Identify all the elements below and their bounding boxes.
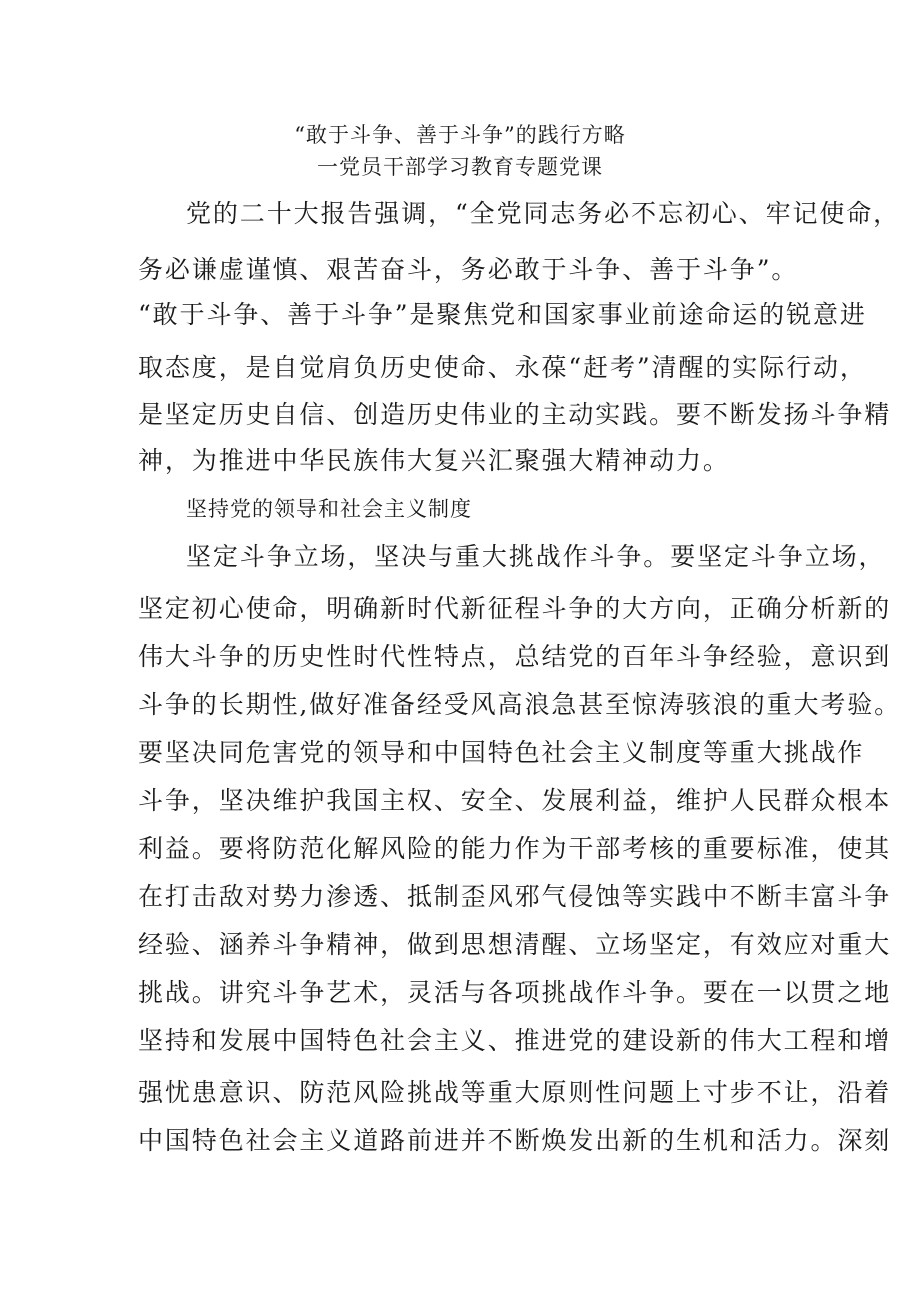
paragraph-1-line-3: “敢于斗争、善于斗争”是聚焦党和国家事业前途命运的锐意进 — [138, 300, 867, 329]
paragraph-2-line-2: 坚定初心使命，明确新时代新征程斗争的大方向，正确分析新的 — [138, 594, 892, 623]
paragraph-2-line-1: 坚定斗争立场，坚决与重大挑战作斗争。要坚定斗争立场， — [186, 542, 886, 571]
paragraph-2-line-6: 斗争，坚决维护我国主权、安全、发展利益，维护人民群众根本 — [138, 786, 892, 815]
paragraph-1-line-2: 务必谦虚谨慎、艰苦奋斗，务必敢于斗争、善于斗争”。 — [138, 255, 799, 284]
title-block — [0, 118, 920, 184]
paragraph-1-line-1: 党的二十大报告强调，“全党同志务必不忘初心、牢记使命， — [186, 199, 901, 228]
paragraph-1-line-4: 取态度，是自觉肩负历史使命、永葆“赶考”清醒的实际行动， — [138, 353, 867, 382]
paragraph-2-line-5: 要坚决同危害党的领导和中国特色社会主义制度等重大挑战作 — [138, 738, 865, 767]
paragraph-1-line-5: 是坚定历史自信、创造历史伟业的主动实践。要不断发扬斗争精 — [138, 400, 892, 429]
paragraph-2-line-8: 在打击敌对势力渗透、抵制歪风邪气侵蚀等实践中不断丰富斗争 — [138, 882, 892, 911]
paragraph-2-line-9: 经验、涵养斗争精神，做到思想清醒、立场坚定，有效应对重大 — [138, 930, 892, 959]
paragraph-1-line-6: 神，为推进中华民族伟大复兴汇聚强大精神动力。 — [138, 446, 730, 475]
paragraph-2-line-12: 强忧患意识、防范风险挑战等重大原则性问题上寸步不让，沿着 — [138, 1078, 892, 1107]
section-heading: 坚持党的领导和社会主义制度 — [186, 497, 472, 521]
paragraph-2-line-11: 坚持和发展中国特色社会主义、推进党的建设新的伟大工程和增 — [138, 1026, 892, 1055]
paragraph-2-line-4: 斗争的长期性,做好准备经受风高浪急甚至惊涛骇浪的重大考验。 — [138, 690, 902, 719]
paragraph-2-line-13: 中国特色社会主义道路前进并不断焕发出新的生机和活力。深刻 — [138, 1126, 892, 1155]
paragraph-2-line-7: 利益。要将防范化解风险的能力作为干部考核的重要标准，使其 — [138, 834, 892, 863]
paragraph-2-line-3: 伟大斗争的历史性时代性特点，总结党的百年斗争经验，意识到 — [138, 642, 892, 671]
document-subtitle: 一党员干部学习教育专题党课 — [317, 155, 603, 179]
paragraph-2-line-10: 挑战。讲究斗争艺术，灵活与各项挑战作斗争。要在一以贯之地 — [138, 978, 892, 1007]
document-title: “敢于斗争、善于斗争”的践行方略 — [294, 123, 626, 147]
